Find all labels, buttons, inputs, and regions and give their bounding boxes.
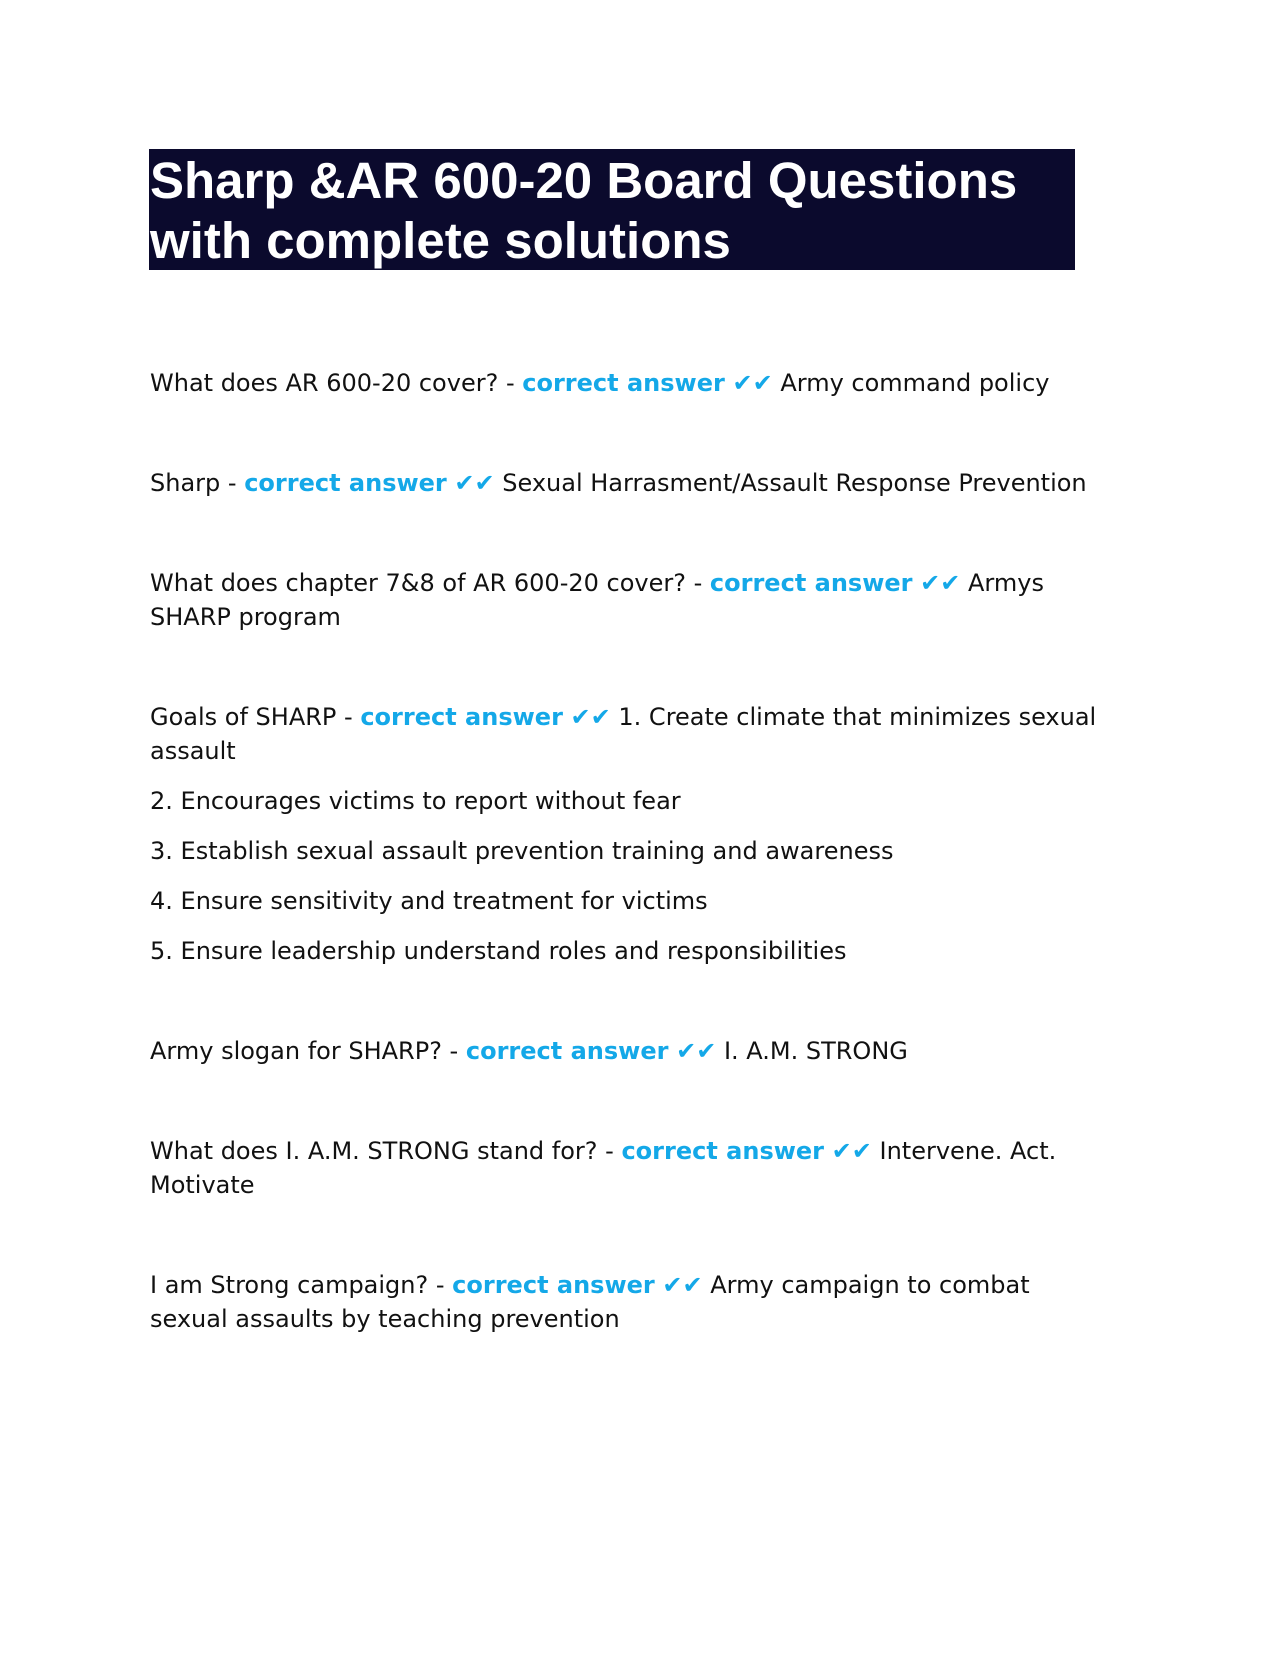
double-check-icon: ✔✔ [920, 569, 961, 597]
correct-answer-label: correct answer [244, 469, 447, 497]
double-check-icon: ✔✔ [831, 1137, 872, 1165]
correct-answer-label: correct answer [709, 569, 913, 597]
qa-item-goals [150, 700, 1110, 968]
document-title-line-1: Sharp &AR 600-20 Board Questions [150, 152, 1018, 209]
document-title-banner [149, 149, 1075, 270]
double-check-icon: ✔✔ [662, 1271, 703, 1299]
qa-item [150, 566, 1110, 634]
document-title-line-2: with complete solutions [150, 212, 731, 269]
answer-text: 1. Create climate that minimizes sexual assault [150, 703, 1097, 765]
correct-answer-label: correct answer [621, 1137, 825, 1165]
qa-item [150, 700, 1110, 768]
qa-item [150, 366, 1110, 400]
double-check-icon: ✔✔ [454, 469, 495, 497]
qa-content [150, 366, 1110, 1336]
qa-item [150, 1268, 1110, 1336]
double-check-icon: ✔✔ [570, 703, 611, 731]
answer-text: Intervene. Act. Motivate [150, 1137, 1057, 1199]
correct-answer-label: correct answer [465, 1037, 669, 1065]
goals-list-item: 3. Establish sexual assault prevention training and awareness [150, 837, 894, 865]
question-text: What does I. A.M. STRONG stand for? - [150, 1137, 614, 1165]
goals-list-item: 2. Encourages victims to report without fear [150, 787, 681, 815]
answer-text: Army campaign to combat sexual assaults by teaching prevention [150, 1271, 1030, 1333]
question-text: Goals of SHARP - [150, 703, 353, 731]
answer-text: Army command policy [780, 369, 1050, 397]
correct-answer-label: correct answer [452, 1271, 655, 1299]
qa-item [150, 466, 1110, 500]
qa-item [150, 1134, 1110, 1202]
correct-answer-label: correct answer [360, 703, 563, 731]
qa-item [150, 1034, 1110, 1068]
question-text: What does chapter 7&8 of AR 600-20 cover? - [150, 569, 703, 597]
question-text: I am Strong campaign? - [150, 1271, 445, 1299]
answer-text: Armys SHARP program [150, 569, 1044, 631]
question-text: Army slogan for SHARP? - [150, 1037, 459, 1065]
goals-list-item: 4. Ensure sensitivity and treatment for victims [150, 887, 708, 915]
double-check-icon: ✔✔ [676, 1037, 717, 1065]
question-text: Sharp - [150, 469, 237, 497]
double-check-icon: ✔✔ [732, 369, 773, 397]
goals-list-item: 5. Ensure leadership understand roles and responsibilities [150, 937, 847, 965]
answer-text: Sexual Harrasment/Assault Response Prevention [502, 469, 1087, 497]
answer-text: I. A.M. STRONG [723, 1037, 908, 1065]
question-text: What does AR 600-20 cover? - [150, 369, 515, 397]
correct-answer-label: correct answer [522, 369, 725, 397]
